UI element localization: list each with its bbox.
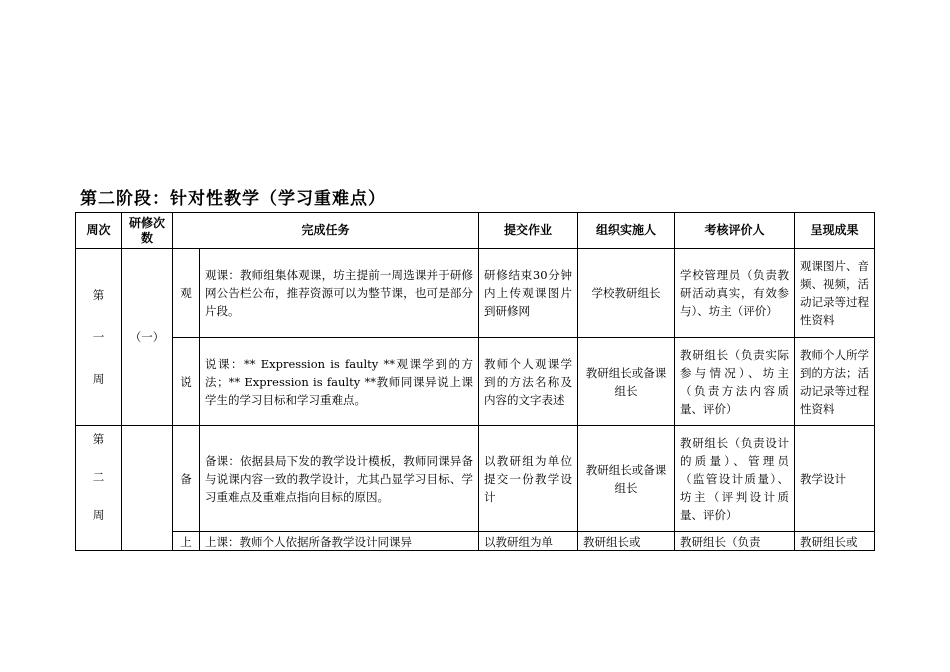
row-task: 上课：教师个人依据所备教学设计同课异: [205, 535, 412, 549]
header-count: 研修次数: [122, 213, 173, 249]
row-organizer: 学校教研组长: [578, 249, 675, 338]
table-row: [76, 532, 875, 551]
row-organizer: 教研组长或备课组长: [578, 338, 675, 426]
section-heading: 第二阶段：针对性教学（学习重难点）: [80, 189, 386, 209]
row-task: 说课：** Expression is faulty **观课学到的方法；** Expression is faulty **教师同课异说上课学生的学习目标和学习重难点。: [200, 338, 479, 426]
header-result: 呈现成果: [795, 213, 875, 249]
row-evaluator: 教研组长（负责设计的质量）、管理员（监管设计质量）、坊主（评判设计质量、评价）: [675, 426, 795, 532]
row-evaluator: 教研组长（负责: [680, 535, 761, 549]
row-result: 教研组长或: [800, 535, 858, 549]
week1-count: （一）: [122, 249, 173, 426]
header-week: 周次: [76, 213, 122, 249]
row-type: 备: [173, 426, 200, 532]
header-homework: 提交作业: [479, 213, 578, 249]
week2-count: [122, 426, 173, 551]
header-evaluator: 考核评价人: [675, 213, 795, 249]
row-type: 上: [180, 535, 192, 549]
row-type: 观: [173, 249, 200, 338]
training-plan-table: [75, 212, 875, 551]
row-type: 说: [173, 338, 200, 426]
row-homework: 研修结束30分钟内上传观课图片到研修网: [479, 249, 578, 338]
row-result: 教师个人所学到的方法；活动记录等过程性资料: [795, 338, 875, 426]
table-row: [76, 338, 875, 426]
row-task: 观课：教师组集体观课，坊主提前一周选课并于研修网公告栏公布，推荐资源可以为整节课，也可是部分片段。: [200, 249, 479, 338]
week2-label: 第 二 周: [76, 426, 122, 551]
table-row: [76, 426, 875, 532]
row-result: 教学设计: [795, 426, 875, 532]
header-task: 完成任务: [173, 213, 479, 249]
header-row: [76, 213, 875, 249]
row-result: 观课图片、音频、视频，活动记录等过程性资料: [795, 249, 875, 338]
row-organizer: 教研组长或备课组长: [578, 426, 675, 532]
header-organizer: 组织实施人: [578, 213, 675, 249]
row-evaluator: 学校管理员（负责教研活动真实，有效参与）、坊主（评价）: [675, 249, 795, 338]
row-task: 备课：依据县局下发的教学设计模板，教师同课异备与说课内容一致的教学设计，尤其凸显学习目标、学习重难点及重难点指向目标的原因。: [200, 426, 479, 532]
table-row: [76, 249, 875, 338]
row-homework: 教师个人观课学到的方法名称及内容的文字表述: [479, 338, 578, 426]
row-evaluator: 教研组长（负责实际参与情况）、坊主（负责方法内容质量、评价）: [675, 338, 795, 426]
row-organizer: 教研组长或: [583, 535, 641, 549]
row-homework: 以教研组为单位提交一份教学设计: [479, 426, 578, 532]
week1-label: 第 一 周: [76, 249, 122, 426]
row-homework: 以教研组为单: [484, 535, 554, 549]
